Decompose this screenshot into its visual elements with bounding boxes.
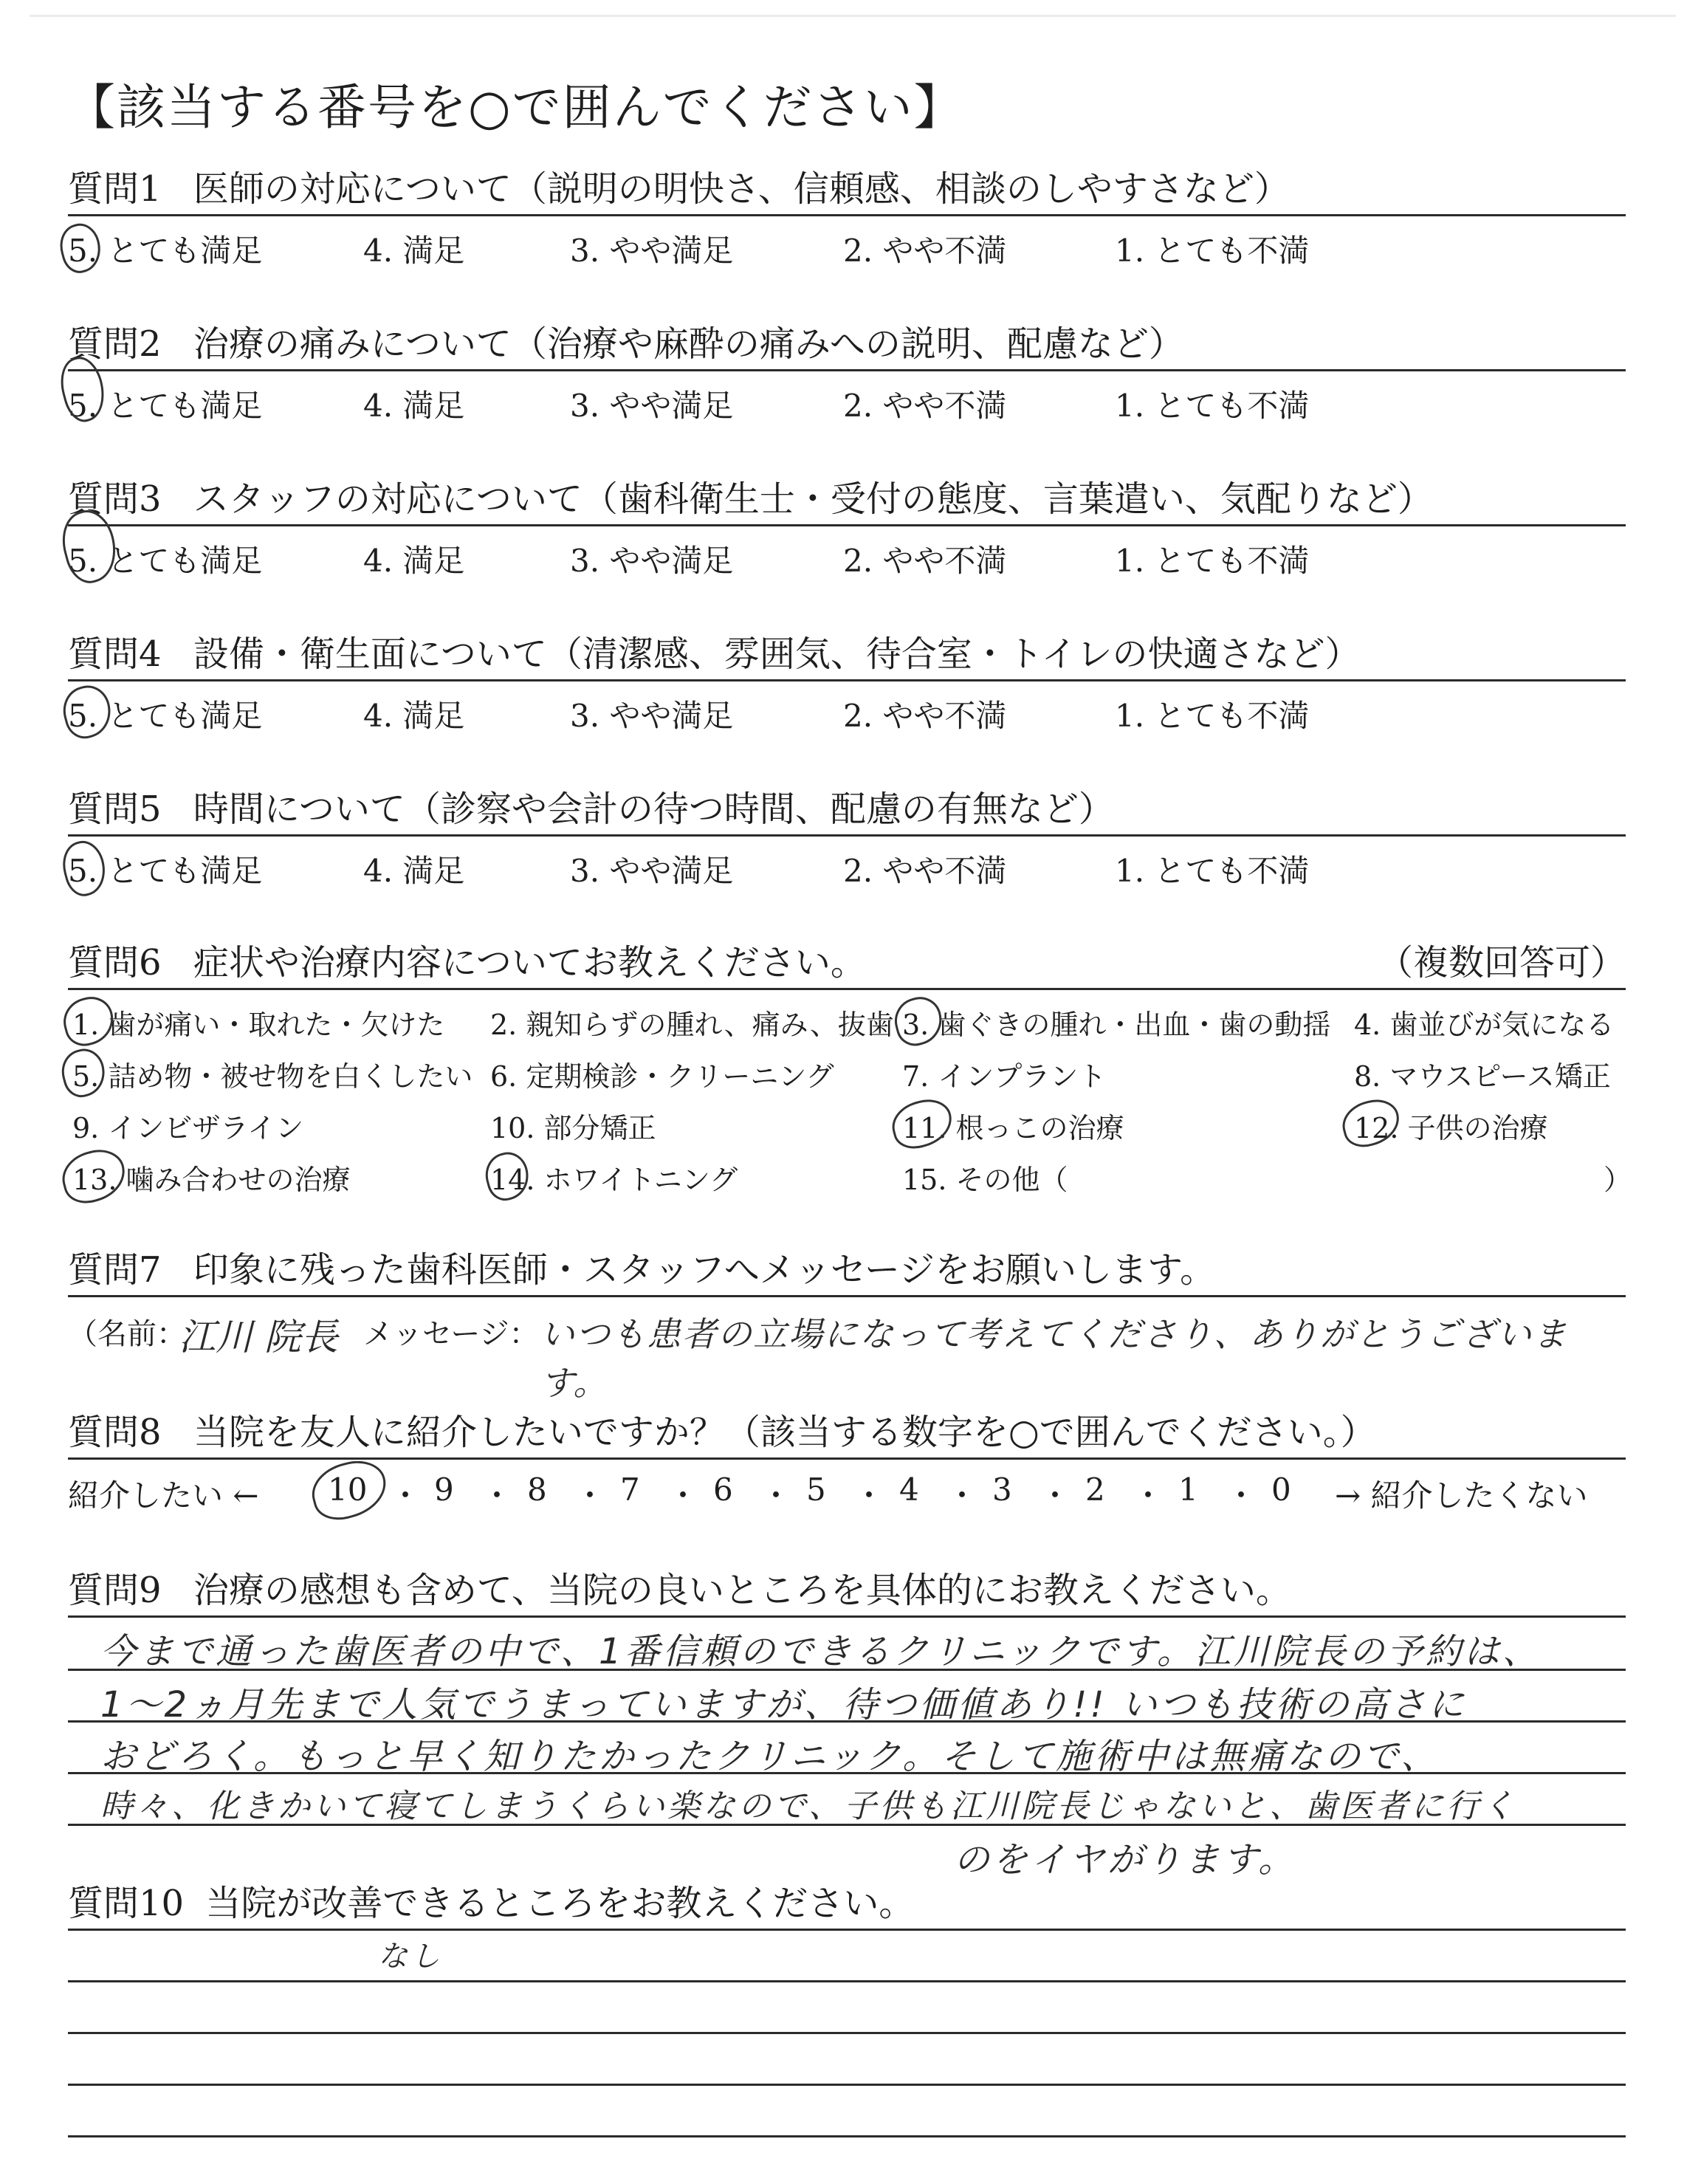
answer-line <box>68 2135 1626 2137</box>
scale-4[interactable]: 4 <box>899 1472 919 1508</box>
rating-option-5[interactable]: 5. とても満足 <box>68 543 263 579</box>
treatment-option[interactable]: 7. インプラント <box>902 1060 1107 1093</box>
rating-option-4[interactable]: 4. 満足 <box>363 388 465 424</box>
question-text: 当院が改善できるところをお教えください。 <box>205 1883 915 1924</box>
rating-option-5[interactable]: 5. とても満足 <box>68 388 263 424</box>
question-10 <box>68 1881 1626 2184</box>
treatment-option-other[interactable]: 15. その他（ <box>902 1164 1068 1196</box>
treatment-option[interactable]: 9. インビザライン <box>72 1112 304 1144</box>
question-2 <box>68 322 1626 430</box>
question-label: 質問2 <box>68 323 162 365</box>
scale-left-label: 紹介したい ← <box>68 1477 259 1514</box>
treatment-option[interactable]: 14. ホワイトニング <box>490 1164 738 1196</box>
treatment-option[interactable]: 10. 部分矯正 <box>490 1112 656 1144</box>
scale-2[interactable]: 2 <box>1085 1472 1105 1508</box>
treatment-option[interactable]: 8. マウスピース矯正 <box>1354 1060 1611 1093</box>
question-label: 質問4 <box>68 633 162 675</box>
scale-7[interactable]: 7 <box>620 1472 640 1508</box>
scale-6[interactable]: 6 <box>713 1472 733 1508</box>
rating-option-2[interactable]: 2. やや不満 <box>843 853 1007 889</box>
treatment-option[interactable]: 12. 子供の治療 <box>1354 1112 1548 1144</box>
scale-right-label: → 紹介したくない <box>1335 1477 1588 1514</box>
scale-separator: ・ <box>853 1477 885 1514</box>
question-label: 質問8 <box>68 1412 162 1453</box>
answer-text-line[interactable]: 今まで通った歯医者の中で、1番信頼のできるクリニックです。江川院長の予約は、 <box>100 1631 1541 1672</box>
rating-option-1[interactable]: 1. とても不満 <box>1115 233 1310 269</box>
rating-option-2[interactable]: 2. やや不満 <box>843 233 1007 269</box>
question-4 <box>68 632 1626 741</box>
question-label: 質問1 <box>68 168 162 210</box>
rating-options <box>68 371 1626 430</box>
rating-option-4[interactable]: 4. 満足 <box>363 543 465 579</box>
rating-option-1[interactable]: 1. とても不満 <box>1115 698 1310 734</box>
question-label: 質問10 <box>68 1883 185 1924</box>
rating-option-5[interactable]: 5. とても満足 <box>68 853 263 889</box>
scale-separator: ・ <box>390 1477 422 1514</box>
answer-text-line[interactable]: 1〜2ヵ月先まで人気でうまっていますが、待つ価値あり!! いつも技術の高さに <box>100 1684 1467 1725</box>
question-text: 治療の痛みについて（治療や麻酔の痛みへの説明、配慮など） <box>193 323 1184 365</box>
treatment-option[interactable]: 13. 噛み合わせの治療 <box>72 1164 351 1196</box>
scale-separator: ・ <box>667 1477 699 1514</box>
circle-mark <box>57 1144 131 1209</box>
question-text: スタッフの対応について（歯科衛生士・受付の態度、言葉遣い、気配りなど） <box>193 478 1433 520</box>
question-text: 当院を友人に紹介したいですか？（該当する数字を○で囲んでください。） <box>193 1412 1376 1453</box>
answer-area <box>68 1926 1626 2184</box>
answer-text-line[interactable]: なし <box>378 1940 443 1974</box>
scale-separator: ・ <box>1133 1477 1164 1514</box>
scale-separator: ・ <box>946 1477 978 1514</box>
answer-line <box>68 1980 1626 1982</box>
rating-option-2[interactable]: 2. やや不満 <box>843 388 1007 424</box>
rating-option-4[interactable]: 4. 満足 <box>363 853 465 889</box>
scale-separator: ・ <box>1040 1477 1071 1514</box>
question-3 <box>68 477 1626 586</box>
rating-option-1[interactable]: 1. とても不満 <box>1115 543 1310 579</box>
question-6 <box>68 941 1632 1204</box>
question-text: 治療の感想も含めて、当院の良いところを具体的にお教えください。 <box>193 1570 1291 1611</box>
message-value[interactable]: いつも患者の立場になって考えてくださり、ありがとうございます。 <box>540 1314 1568 1403</box>
scale-separator: ・ <box>1226 1477 1257 1514</box>
scale-8[interactable]: 8 <box>527 1472 547 1508</box>
rating-option-5[interactable]: 5. とても満足 <box>68 233 263 269</box>
question-text: 医師の対応について（説明の明快さ、信頼感、相談のしやすさなど） <box>193 168 1290 210</box>
question-text: 症状や治療内容についてお教えください。 <box>193 942 866 983</box>
rating-option-3[interactable]: 3. やや満足 <box>570 853 734 889</box>
divider <box>68 1929 1626 1931</box>
treatment-option[interactable]: 2. 親知らずの腫れ、痛み、抜歯 <box>490 1009 894 1041</box>
scale-1[interactable]: 1 <box>1178 1472 1198 1508</box>
rating-options <box>68 681 1626 741</box>
answer-text-line[interactable]: のをイヤがります。 <box>954 1839 1297 1881</box>
rating-option-3[interactable]: 3. やや満足 <box>570 543 734 579</box>
page-title: 【該当する番号を○で囲んでください】 <box>66 79 964 136</box>
question-5 <box>68 787 1626 896</box>
rating-option-4[interactable]: 4. 満足 <box>363 233 465 269</box>
question-7 <box>68 1248 1626 1403</box>
answer-line <box>68 2084 1626 2086</box>
question-label: 質問6 <box>68 942 162 983</box>
scale-separator: ・ <box>481 1477 513 1514</box>
message-row <box>68 1297 1626 1403</box>
scale-10[interactable]: 10 <box>328 1472 368 1508</box>
rating-option-1[interactable]: 1. とても不満 <box>1115 853 1310 889</box>
question-label: 質問9 <box>68 1570 162 1611</box>
message-label: メッセージ： <box>363 1317 539 1351</box>
scale-separator: ・ <box>574 1477 606 1514</box>
top-border <box>30 15 1676 17</box>
question-9 <box>68 1568 1626 1930</box>
rating-options <box>68 837 1626 896</box>
treatment-option[interactable]: 4. 歯並びが気になる <box>1354 1009 1615 1041</box>
rating-option-3[interactable]: 3. やや満足 <box>570 233 734 269</box>
other-close-paren: ） <box>1604 1164 1632 1196</box>
question-label: 質問5 <box>68 789 162 830</box>
treatment-option[interactable]: 11. 根っこの治療 <box>902 1112 1124 1144</box>
question-8 <box>68 1410 1626 1516</box>
multiple-answers-note: （複数回答可） <box>1377 942 1626 983</box>
question-1 <box>68 167 1626 275</box>
scale-9[interactable]: 9 <box>434 1472 454 1508</box>
treatment-option[interactable]: 1. 歯が痛い・取れた・欠けた <box>72 1009 445 1041</box>
scale-0[interactable]: 0 <box>1271 1472 1291 1508</box>
treatment-options <box>68 990 1632 1204</box>
treatment-option[interactable]: 5. 詰め物・被せ物を白くしたい <box>72 1060 473 1093</box>
question-label: 質問7 <box>68 1249 162 1291</box>
name-value[interactable]: 江川 院長 <box>179 1316 338 1359</box>
rating-option-1[interactable]: 1. とても不満 <box>1115 388 1310 424</box>
question-label: 質問3 <box>68 478 162 520</box>
scale-separator: ・ <box>760 1477 792 1514</box>
rating-option-3[interactable]: 3. やや満足 <box>570 698 734 734</box>
divider <box>68 1615 1626 1618</box>
scale-3[interactable]: 3 <box>992 1472 1012 1508</box>
rating-option-5[interactable]: 5. とても満足 <box>68 698 263 734</box>
recommend-scale <box>68 1460 1626 1516</box>
name-label: （名前： <box>68 1317 186 1351</box>
rating-option-3[interactable]: 3. やや満足 <box>570 388 734 424</box>
answer-line <box>68 2032 1626 2034</box>
question-text: 時間について（診察や会計の待つ時間、配慮の有無など） <box>193 789 1114 830</box>
circle-mark <box>306 1454 393 1526</box>
rating-option-2[interactable]: 2. やや不満 <box>843 543 1007 579</box>
rating-options <box>68 216 1626 275</box>
treatment-option[interactable]: 6. 定期検診・クリーニング <box>490 1060 834 1093</box>
scale-5[interactable]: 5 <box>806 1472 826 1508</box>
rating-option-2[interactable]: 2. やや不満 <box>843 698 1007 734</box>
question-text: 設備・衛生面について（清潔感、雰囲気、待合室・トイレの快適さなど） <box>193 633 1361 675</box>
treatment-option[interactable]: 3. 歯ぐきの腫れ・出血・歯の動揺 <box>902 1009 1331 1041</box>
rating-option-4[interactable]: 4. 満足 <box>363 698 465 734</box>
rating-options <box>68 526 1626 586</box>
answer-text-line[interactable]: 時々、化きかいて寝てしまうくらい楽なので、子供も江川院長じゃないと、歯医者に行く <box>100 1788 1518 1825</box>
answer-text-line[interactable]: おどろく。もっと早く知りたかったクリニック。そして施術中は無痛なので、 <box>100 1736 1440 1777</box>
question-text: 印象に残った歯科医師・スタッフへメッセージをお願いします。 <box>193 1249 1216 1291</box>
